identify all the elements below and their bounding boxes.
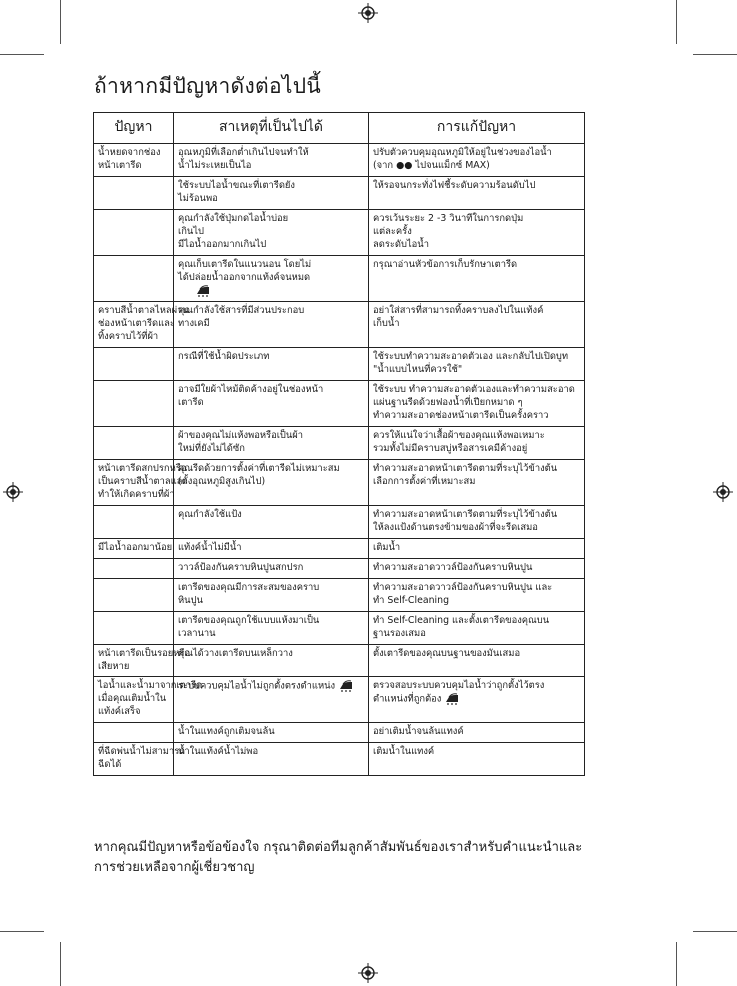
cell-text-line: ทำความสะอาดช่องหน้าเตารีดเป็นครั้งคราว <box>373 409 549 421</box>
cell-text-line: น้ำในแท้งค์น้ำไม่พอ <box>178 746 259 758</box>
registration-mark-icon <box>713 482 733 502</box>
solution-cell <box>369 209 585 255</box>
cell-text-line: เกินไป <box>178 225 204 237</box>
cell-text-line: น้ำไม่ระเหยเป็นไอ <box>178 159 252 171</box>
cell-text-line: เสียหาย <box>98 660 130 672</box>
customer-care-note: หากคุณมีปัญหาหรือข้อข้องใจ กรุณาติดต่อทีมลูกค้าสัมพันธ์ของเราสำหรับคำแนะนำและการช่วยเหลือจากผู้เชี่ยวชาญ <box>94 840 583 876</box>
problem-cell <box>94 743 185 776</box>
cell-text-line: ใหม่ที่ยังไม่ได้ซัก <box>178 442 245 454</box>
solution-cell <box>369 144 585 177</box>
table-row <box>94 176 585 209</box>
problem-cell <box>94 505 174 538</box>
solution-cell <box>369 176 585 209</box>
cell-text-line: ตำแหน่งที่ถูกต้อง <box>373 693 580 706</box>
solution-cell <box>369 381 585 427</box>
cell-text-line: หน้าเตารีด <box>98 159 142 171</box>
column-header-solution: การแก้ปัญหา <box>369 113 585 144</box>
cause-cell <box>174 144 369 177</box>
icon-line <box>178 285 364 298</box>
cell-text-line: อาจมีใยผ้าไหม้ติดค้างอยู่ในช่องหน้า <box>178 384 324 396</box>
crop-mark <box>676 0 677 44</box>
solution-cell <box>369 459 585 505</box>
cell-text-line: เติมน้ำในแทงค์ <box>373 746 435 758</box>
cause-cell <box>174 426 369 459</box>
problem-cell <box>94 302 189 348</box>
table-row <box>94 578 585 611</box>
cause-cell <box>174 578 369 611</box>
cell-text-line: เก็บน้ำ <box>373 318 400 330</box>
cell-text-line: ใช้ระบบไอน้ำขณะที่เตารีดยัง <box>178 179 296 191</box>
problem-cell <box>94 578 174 611</box>
cell-text-line: เตารีดของคุณถูกใช้แบบแห้งมาเป็น <box>178 614 320 626</box>
cell-text-line: ผ้าของคุณไม่แห้งพอหรือเป็นผ้า <box>178 429 304 441</box>
cell-text-line: กรณีที่ใช้น้ำผิดประเภท <box>178 351 270 363</box>
cell-text-line: เป็นคราบสีน้ำตาลและ <box>98 475 188 487</box>
cell-text-line: ทำความสะอาดวาวล์ป้องกันคราบหินปูน <box>373 561 533 573</box>
steam-iron-symbol-icon <box>195 285 211 297</box>
cell-text-line: น้ำในแทงค์ถูกเติมจนล้น <box>178 726 275 738</box>
cell-text-line: ได้ปล่อยน้ำออกจากแท้งค์จนหมด <box>178 271 311 283</box>
cell-text-line: คุณกำลังใช้ปุ่มกดไอน้ำบ่อย <box>178 212 289 224</box>
solution-cell <box>369 538 585 558</box>
solution-cell <box>369 578 585 611</box>
table-row <box>94 644 585 677</box>
cause-cell <box>174 209 369 255</box>
page-title: ถ้าหากมีปัญหาดังต่อไปนี้ <box>94 74 322 98</box>
cell-text-line: ฉีดได้ <box>98 759 122 771</box>
steam-iron-symbol-icon <box>444 693 460 705</box>
table-row <box>94 505 585 538</box>
solution-cell <box>369 611 585 644</box>
cell-text-line: ใช้ระบบ ทำความสะอาดตัวเองและทำความสะอาด <box>373 384 575 396</box>
cell-text-line: เติมน้ำ <box>373 541 401 553</box>
table-row <box>94 426 585 459</box>
table-row <box>94 255 585 301</box>
cell-text-line: ทางเคมี <box>178 318 210 330</box>
problem-cell <box>94 144 174 177</box>
table-row <box>94 677 585 723</box>
table-row <box>94 348 585 381</box>
cell-text-line: ทิ้งคราบไว้ที่ผ้า <box>98 331 159 343</box>
cell-text-line: คุณรีดด้วยการตั้งค่าที่เตารีดไม่เหมาะสม <box>178 462 340 474</box>
cell-text-line: เตารีดของคุณมีการสะสมของคราบ <box>178 581 320 593</box>
cell-text-line: รวมทั้งไม่มีคราบสบู่หรือสารเคมีค้างอยู่ <box>373 442 528 454</box>
table-row <box>94 723 585 743</box>
registration-mark-icon <box>358 3 378 23</box>
crop-mark <box>676 942 677 986</box>
cell-text-line: ปรับตัวควบคุมอุณหภูมิให้อยู่ในช่วงของไอน้ำ <box>373 147 552 158</box>
cell-text-line: ทำ Self-Cleaning และตั้งเตารีดของคุณบน <box>373 614 550 626</box>
cell-text-line: มีไอน้ำออกมาน้อย <box>98 541 173 553</box>
problem-cell <box>94 723 174 743</box>
cell-text-line: คราบสีน้ำตาลไหลผ่าน <box>98 305 189 317</box>
cause-cell <box>174 644 369 677</box>
troubleshooting-table <box>93 112 585 776</box>
problem-cell <box>94 348 174 381</box>
table-row <box>94 743 585 776</box>
cell-text-line: ตั้งเตารีดของคุณบนฐานของมันเสมอ <box>373 647 521 659</box>
cell-text-line: ทำความสะอาดหน้าเตารีดตามที่ระบุไว้ข้างต้น <box>373 462 558 474</box>
cause-cell <box>174 302 369 348</box>
cell-text-line: ทำ Self-Cleaning <box>373 594 450 606</box>
problem-cell <box>94 381 174 427</box>
cell-text-line: (จาก ●● ไปจนแม็กซ์ MAX) <box>373 159 490 171</box>
cause-cell <box>174 255 369 301</box>
solution-cell <box>369 558 585 578</box>
cell-text-line: อย่าใส่สารที่สามารถทิ้งคราบลงไปในแท้งค์ <box>373 305 544 317</box>
cell-text-line: ให้ลงแป้งด้านตรงข้ามของผ้าที่จะรีดเสมอ <box>373 521 538 533</box>
solution-cell <box>369 302 585 348</box>
cell-text-line: ทำความสะอาดวาวล์ป้องกันคราบหินปูน และ <box>373 581 553 593</box>
cell-text-line: อุณหภูมิที่เลือกต่ำเกินไปจนทำให้ <box>178 147 309 158</box>
registration-mark-icon <box>3 482 23 502</box>
column-header-problem: ปัญหา <box>94 113 174 144</box>
cause-cell <box>174 176 369 209</box>
problem-cell <box>94 255 174 301</box>
table-row <box>94 381 585 427</box>
solution-cell <box>369 743 585 776</box>
cause-cell <box>174 558 369 578</box>
cell-text-line: ใช้ระบบทำความสะอาดตัวเอง และกลับไปเปิดบูท <box>373 351 569 363</box>
solution-cell <box>369 644 585 677</box>
cell-text-line: แท้งค์น้ำไม่มีน้ำ <box>178 541 242 553</box>
cell-text-line: เลือกการตั้งค่าที่เหมาะสม <box>373 475 476 487</box>
cell-text-line: คุณเก็บเตารีดในแนวนอน โดยไม่ <box>178 258 312 270</box>
table-row <box>94 459 585 505</box>
cell-text-line: เวลานาน <box>178 627 216 639</box>
cell-text-line: มีไอน้ำออกมากเกินไป <box>178 238 267 250</box>
cause-cell <box>174 459 369 505</box>
table-row <box>94 558 585 578</box>
crop-mark <box>0 54 44 55</box>
cell-text-line: คุณกำลังใช้แป้ง <box>178 508 242 520</box>
column-header-cause: สาเหตุที่เป็นไปได้ <box>174 113 369 144</box>
cell-text-line: อย่าเติมน้ำจนล้นแทงค์ <box>373 726 464 738</box>
cell-text-line: "น้ำแบบไหนที่ควรใช้" <box>373 364 463 376</box>
table-header-row <box>94 113 585 144</box>
registration-mark-icon <box>358 963 378 983</box>
cell-text-line: แท้งค์เสร็จ <box>98 706 141 718</box>
cell-text-line: แผ่นฐานรีดด้วยฟองน้ำที่เปียกหมาด ๆ <box>373 397 523 408</box>
problem-cell <box>94 611 174 644</box>
table-row <box>94 302 585 348</box>
cell-text-line: ให้รอจนกระทั่งไฟชี้ระดับความร้อนดับไป <box>373 179 536 191</box>
cause-cell <box>174 505 369 538</box>
cell-text-line: (ตั้งอุณหภูมิสูงเกินไป) <box>178 475 266 487</box>
cause-cell <box>174 611 369 644</box>
cell-text-line: กรุณาอ่านหัวข้อการเก็บรักษาเตารีด <box>373 258 518 270</box>
cell-text-line: วาวล์ป้องกันคราบหินปูนสกปรก <box>178 561 304 573</box>
cell-text-line: แต่ละครั้ง <box>373 225 412 237</box>
cell-text-line: คุณกำลังใช้สารที่มีส่วนประกอบ <box>178 305 305 317</box>
cell-text-line: ที่ฉีดพ่นน้ำไม่สามารถ <box>98 746 185 758</box>
steam-iron-symbol-icon <box>338 680 354 692</box>
problem-cell <box>94 459 188 505</box>
solution-cell <box>369 723 585 743</box>
problem-cell <box>94 538 174 558</box>
solution-cell <box>369 505 585 538</box>
solution-cell <box>369 677 585 723</box>
table-row <box>94 209 585 255</box>
cause-cell <box>174 348 369 381</box>
crop-mark <box>0 931 44 932</box>
solution-cell <box>369 426 585 459</box>
crop-mark <box>693 931 737 932</box>
cell-text-line: ไม่ร้อนพอ <box>178 192 218 204</box>
cell-text-line: คุณได้วางเตารีดบนเหล็กวาง <box>178 647 293 659</box>
cell-text-line: ควรให้แน่ใจว่าเสื้อผ้าของคุณแห้งพอเหมาะ <box>373 429 545 441</box>
solution-cell <box>369 348 585 381</box>
cause-cell <box>174 723 369 743</box>
problem-cell <box>94 426 174 459</box>
problem-cell <box>94 209 174 255</box>
cell-text-line: เตารีด <box>178 397 204 408</box>
crop-mark <box>60 942 61 986</box>
table-row <box>94 144 585 177</box>
cell-text-line: ไอน้ำและน้ำมาจากเตารีด <box>98 680 203 692</box>
cell-text-line: หน้าเตารีดสกปรกหรือ <box>98 462 187 474</box>
cause-cell <box>174 743 369 776</box>
crop-mark <box>693 54 737 55</box>
table-body <box>94 144 585 776</box>
cell-text-line: ทำให้เกิดคราบที่ผ้า <box>98 488 175 500</box>
solution-cell <box>369 255 585 301</box>
cell-text-line: ช่องหน้าเตารีดและ <box>98 318 175 330</box>
cell-text-line: ลดระดับไอน้ำ <box>373 238 429 250</box>
cell-text-line: ตรวจสอบระบบควบคุมไอน้ำว่าถูกตั้งไว้ตรง <box>373 680 545 692</box>
cell-text-line: ฐานรองเสมอ <box>373 627 426 639</box>
table-row <box>94 611 585 644</box>
cell-text-line: หน้าเตารีดเป็นรอยหรือ <box>98 647 191 659</box>
problem-cell <box>94 558 174 578</box>
cause-cell <box>174 538 369 558</box>
problem-cell <box>94 176 174 209</box>
problem-cell <box>94 644 191 677</box>
cell-text-line: น้ำหยดจากช่อง <box>98 147 161 158</box>
cell-text-line: เมื่อคุณเติมน้ำใน <box>98 693 167 705</box>
cell-text-line: ระบบควบคุมไอน้ำไม่ถูกตั้งตรงตำแหน่ง <box>178 680 364 693</box>
cause-cell <box>174 677 369 723</box>
crop-mark <box>60 0 61 44</box>
cell-text-line: ควรเว้นระยะ 2 -3 วินาทีในการกดปุ่ม <box>373 212 524 224</box>
table-row <box>94 538 585 558</box>
problem-cell <box>94 677 203 723</box>
cell-text-line: ทำความสะอาดหน้าเตารีดตามที่ระบุไว้ข้างต้น <box>373 508 558 520</box>
cause-cell <box>174 381 369 427</box>
cell-text-line: หินปูน <box>178 594 203 606</box>
